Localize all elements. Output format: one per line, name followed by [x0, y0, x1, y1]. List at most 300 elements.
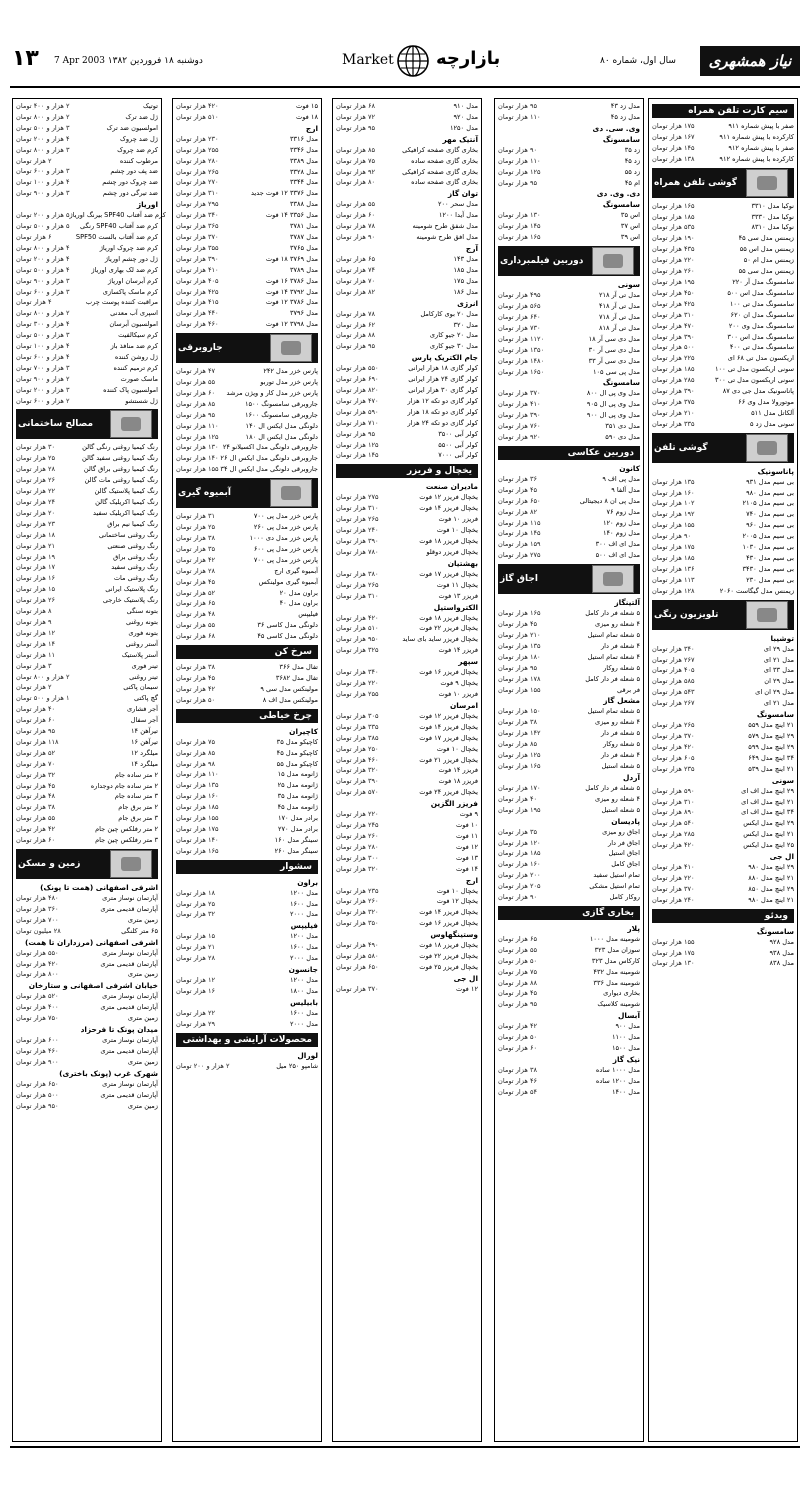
product-name: زیمنس مدل گیگاست ۲۰۶۰	[719, 586, 794, 595]
price-value: ۲۱۰ هزار تومان	[652, 408, 695, 417]
price-row	[176, 846, 318, 857]
price-row	[336, 962, 478, 973]
price-value: ۶۹۰ هزار تومان	[336, 375, 379, 384]
product-name: پارس خزر مدل ۲۴۲	[263, 367, 318, 376]
product-name: ۲۱ اینچ مدل ۹۸۰	[748, 895, 794, 904]
price-value: ۵۱۰ هزار تومان	[336, 624, 379, 633]
section-heading	[336, 464, 478, 478]
product-name: ۵ شعله فر دار کامل	[585, 674, 640, 683]
product-name: ۱۱ فوت	[456, 831, 478, 840]
price-value: ۹۵ هزار تومان	[176, 410, 216, 419]
price-row	[176, 410, 318, 421]
product-name: دلونگی مدل ایکس ال ۱۴۰	[245, 421, 318, 430]
product-name: جاروبرقی سامسونگ ۱۶۰۰	[244, 410, 318, 419]
price-row	[16, 969, 158, 980]
product-name: مدل ۳۳۱۶	[289, 134, 318, 143]
product-name: مدل ۱۶۰۰	[289, 899, 318, 908]
product-name: فر برقی	[616, 685, 640, 694]
price-value: ۷۵ هزار تومان	[176, 737, 216, 746]
price-value: ۳۹۰ هزار تومان	[652, 387, 695, 396]
price-value: ۱۵۹ هزار تومان	[498, 540, 541, 549]
brand-subheading: آبسال	[617, 1011, 640, 1021]
price-row	[16, 584, 158, 595]
column-1	[648, 98, 798, 1442]
price-value: ۶۰ هزار تومان	[16, 836, 56, 845]
product-name: مدل زوم ۷۶	[606, 507, 640, 516]
price-row	[16, 672, 158, 683]
product-name: رنگ روغنی مات	[113, 574, 158, 583]
price-value: ۱۱۵ هزار تومان	[498, 518, 541, 527]
price-row	[16, 363, 158, 374]
price-value: ۵۵۰ هزار تومان	[336, 364, 379, 373]
price-row	[652, 342, 794, 353]
price-row	[16, 1101, 158, 1112]
price-value: ۹۵ هزار تومان	[16, 727, 56, 736]
product-name: آپارتمان قدیمی متری	[100, 904, 158, 913]
price-row	[336, 853, 478, 864]
price-value: ۱۴۲ هزار تومان	[498, 729, 541, 738]
product-name: رنگ کیمیا پلاستیک گالن	[94, 487, 158, 496]
product-name: نوکیا مدل ۸۳۱۰	[751, 223, 794, 232]
price-value: ۵ هزار و ۲۰۰ تومان	[16, 211, 70, 220]
product-name: مدل ۳۷۶۹ ۱۸ فوت	[265, 254, 318, 263]
price-value: ۴۵ هزار تومان	[176, 673, 216, 682]
product-name: برادر مدل ۲۷۰	[277, 824, 318, 833]
section-heading	[498, 446, 640, 460]
product-name: ۲۹ اینچ مدل ایکس	[743, 819, 794, 828]
price-row	[498, 805, 640, 816]
price-row	[16, 904, 158, 915]
product-name: مدل ۹۲۸	[769, 937, 794, 946]
column-5	[12, 98, 166, 1442]
price-value: ۸۸ هزار تومان	[336, 331, 376, 340]
product-name: زد ۳۵	[624, 145, 640, 154]
product-name: سینگر مدل ۲۶۰	[274, 846, 318, 855]
price-row	[652, 233, 794, 244]
price-row	[16, 824, 158, 835]
price-value: ۳۷۰ هزار تومان	[652, 731, 695, 740]
price-row	[176, 769, 318, 780]
price-value: ۵۴۳ هزار تومان	[652, 688, 695, 697]
product-name: یخچال فریزر ۲۴ فوت	[419, 788, 478, 797]
product-name: مدل دی سی آر ۳۳	[588, 356, 640, 365]
price-value: ۲۶۰ هزار تومان	[336, 897, 379, 906]
price-value: ۹۵ هزار تومان	[336, 429, 376, 438]
price-value: ۸۲ هزار تومان	[336, 287, 376, 296]
price-row	[652, 222, 794, 233]
price-value: ۶۵ هزار تومان	[498, 934, 538, 943]
product-name: دلونگی مدل ایکس ال ۱۸۰	[245, 432, 318, 441]
price-value: ۲۹۵ هزار تومان	[176, 200, 219, 209]
price-value: ۴۵ هزار تومان	[176, 577, 216, 586]
price-value: ۳۳۵ هزار تومان	[652, 419, 695, 428]
product-name: مدل ۳۷۹۸ ۱۲ فوت	[265, 320, 318, 329]
price-row	[652, 575, 794, 586]
price-value: ۶۰ هزار تومان	[336, 211, 376, 220]
brand-subheading: توشیبا	[770, 633, 794, 643]
price-value: ۲۱۰ هزار تومان	[498, 631, 541, 639]
price-columns	[12, 98, 798, 1442]
price-value: ۳ هزار و ۹۰۰ تومان	[16, 276, 70, 285]
section-heading-label: بخاری گازی	[582, 907, 634, 918]
price-value: ۱۶۰ هزار تومان	[176, 792, 219, 801]
price-row	[176, 377, 318, 388]
price-value: ۵۵ هزار تومان	[336, 200, 376, 209]
price-row	[176, 421, 318, 432]
price-value: ۱۱۰ هزار تومان	[176, 770, 219, 779]
section-heading	[498, 564, 640, 594]
product-name: مدل ۱۲۵۰	[449, 123, 478, 132]
product-name: مدل ۲۰ بوی کارکامل	[420, 309, 478, 318]
price-row	[16, 287, 158, 298]
brand-subheading: مشعل گاز	[603, 696, 640, 706]
product-name: آجر سفال	[130, 716, 158, 725]
price-value: ۱۰۲ هزار تومان	[652, 499, 695, 508]
price-row	[176, 297, 318, 308]
price-row	[16, 617, 158, 628]
price-row	[652, 553, 794, 564]
product-name: مدل ۸۳۸	[769, 959, 794, 968]
brand-subheading: امرسان	[449, 700, 478, 710]
price-row	[176, 112, 318, 123]
product-name: مدل ۱۲۰۰	[289, 976, 318, 985]
price-value: ۶۰ هزار تومان	[498, 1044, 538, 1053]
product-name: رنگ روغنی سفید	[111, 563, 158, 572]
column-4	[172, 98, 322, 1442]
price-value: ۳۸ هزار تومان	[176, 663, 216, 672]
price-row	[652, 408, 794, 419]
price-value: ۱۶ هزار تومان	[176, 987, 216, 995]
price-value: ۱۹ هزار تومان	[16, 552, 56, 561]
price-row	[336, 984, 478, 995]
price-row	[176, 631, 318, 642]
price-row	[16, 813, 158, 824]
brand-subheading: سونی	[617, 280, 640, 290]
price-value: ۵۲۰ هزار تومان	[16, 992, 59, 1001]
product-name: ماسک صورت	[120, 374, 158, 383]
product-name: مدل ۱۵۰۰	[611, 1044, 640, 1053]
product-name: ۵ شعله استیل	[601, 761, 640, 770]
price-value: ۲۴۰ هزار تومان	[652, 895, 695, 904]
price-value: ۱۵۵ هزار تومان	[652, 521, 695, 530]
price-value: ۳۹۰ هزار تومان	[336, 777, 379, 786]
price-row	[498, 167, 640, 178]
price-row	[652, 948, 794, 959]
product-name: مدل پی اف ۹	[602, 474, 640, 483]
product-name: برادر مدل ۱۷۰	[277, 814, 318, 823]
price-value: ۳۰ هزار تومان	[16, 443, 56, 452]
price-value: ۸۵ هزار تومان	[498, 740, 538, 749]
brand-subheading: فیلیپس	[290, 921, 318, 931]
price-value: ۳۱۰ هزار تومان	[176, 189, 219, 198]
section-heading	[176, 1033, 318, 1047]
price-row	[498, 750, 640, 761]
price-value: ۶۸ هزار تومان	[336, 102, 376, 110]
price-row	[336, 492, 478, 503]
price-row	[336, 591, 478, 602]
price-value: ۵۵ هزار تومان	[176, 378, 216, 387]
product-name: مدل وی پی ال ۸۰۰	[586, 389, 640, 398]
price-row	[498, 518, 640, 529]
price-value: ۱۱ هزار تومان	[16, 650, 56, 659]
price-value: ۸۹۰ هزار تومان	[652, 808, 695, 817]
product-name: مدل ۳۳۸۸	[289, 200, 318, 209]
price-row	[652, 277, 794, 288]
product-name: ۴ شعله فر دار	[600, 751, 640, 760]
price-value: ۴۲ هزار تومان	[176, 684, 216, 693]
price-value: ۵۵۰ هزار تومان	[16, 948, 59, 957]
price-row	[652, 520, 794, 531]
product-name: آلکاتل مدل ۵۱۱	[751, 408, 794, 417]
price-row	[652, 143, 794, 154]
product-name: رنگ کیمیا روغنی براق گالن	[83, 465, 158, 474]
price-value: ۱۸۵ هزار تومان	[652, 365, 695, 374]
price-row	[498, 345, 640, 356]
brand-subheading: کاچیران	[289, 726, 318, 736]
price-row	[336, 385, 478, 396]
section-heading	[176, 478, 318, 508]
price-row	[176, 199, 318, 210]
price-row	[336, 145, 478, 156]
price-row	[16, 802, 158, 813]
section-heading	[176, 645, 318, 659]
price-row	[176, 577, 318, 588]
price-value: ۶۵ هزار تومان	[336, 254, 376, 263]
price-row	[176, 942, 318, 953]
product-name: مدل دی سی آر ۳۰	[588, 345, 640, 354]
product-name: سیمان پاکتی	[123, 683, 158, 692]
price-row	[16, 835, 158, 846]
brand-subheading: سامسونگ	[602, 200, 640, 210]
price-row	[336, 210, 478, 221]
product-name: تینر روغنی	[129, 672, 158, 681]
price-value: ۴ هزار و ۲۰۰ تومان	[16, 134, 70, 143]
price-value: ۵۵ هزار تومان	[498, 945, 538, 954]
price-row	[16, 1013, 158, 1024]
product-name: ۵ شعله تمام استیل	[587, 631, 640, 639]
price-row	[176, 684, 318, 695]
price-value: ۴ هزار و ۶۰۰ تومان	[16, 352, 70, 361]
price-row	[498, 388, 640, 399]
product-name: یخچال فریزر دوقلو	[426, 547, 478, 556]
price-value: ۴۵ هزار تومان	[498, 485, 538, 494]
product-name: تفال مدل ۳۶۶	[279, 663, 318, 672]
brand-subheading: خیابان اشرفی اصفهانی و ستارخان	[28, 981, 158, 991]
product-name: کرم ضد آفتاب SPF40 رنگی	[79, 222, 158, 231]
product-name: سامسونگ مدل تی ۴۰۰	[729, 343, 794, 352]
price-row	[16, 221, 158, 232]
brand-subheading: کانون	[619, 463, 640, 473]
price-row	[16, 297, 158, 308]
price-value: ۱۴۵ هزار تومان	[498, 529, 541, 538]
price-value: ۴۸ هزار تومان	[176, 610, 216, 619]
price-value: ۵۴۰ هزار تومان	[652, 819, 695, 828]
product-name: مدل ۱۸۶	[453, 287, 478, 296]
price-value: ۳۲۵ هزار تومان	[336, 646, 379, 655]
price-row	[176, 522, 318, 533]
price-value: ۱۸۵ هزار تومان	[652, 554, 695, 562]
price-row	[498, 892, 640, 903]
price-value: ۱۷۵ هزار تومان	[652, 122, 695, 130]
price-row	[16, 319, 158, 330]
product-name: مدل ۱۱۰۰	[611, 1033, 640, 1042]
product-name: مدل ای اف ۵۰۰	[595, 551, 640, 560]
price-row	[176, 399, 318, 410]
price-row	[336, 831, 478, 842]
price-row	[498, 783, 640, 794]
price-value: ۷۳۰ هزار تومان	[498, 323, 541, 332]
product-name: براون مدل ۲۰	[279, 588, 318, 597]
product-name: مدل دی ۳۵۱	[605, 422, 640, 431]
product-name: آپارتمان قدیمی متری	[100, 1090, 158, 1099]
product-name: رنگ کیمیا اکریلیک گالن	[95, 498, 158, 506]
price-row	[652, 212, 794, 223]
price-value: ۶۰ هزار تومان	[16, 716, 56, 725]
price-row	[176, 662, 318, 673]
price-value: ۵ هزار و ۵۰۰ تومان	[16, 222, 70, 231]
price-row	[652, 353, 794, 364]
price-value: ۲۲ هزار تومان	[176, 1008, 216, 1017]
product-name: پارس خزر مدل پی ۷۰۰	[253, 555, 318, 564]
price-row	[336, 613, 478, 624]
price-row	[336, 678, 478, 689]
product-name: موتورولا مدل وی ۶۶	[738, 397, 794, 406]
product-name: زمین متری	[127, 1014, 158, 1023]
price-row	[498, 1043, 640, 1054]
price-value: ۶۲ هزار تومان	[336, 320, 376, 329]
price-value: ۳۷۵ هزار تومان	[652, 397, 695, 406]
price-value: ۲۸ هزار تومان	[16, 465, 56, 474]
price-row	[16, 1090, 158, 1101]
price-value: ۲۵۵ هزار تومان	[176, 145, 219, 154]
price-row	[498, 421, 640, 432]
product-name: سامسونگ مدل اس ۳۰۰	[727, 332, 794, 341]
product-name: مدل ۳۳۴۶	[289, 145, 318, 154]
product-name: تمام استیل مشکی	[589, 882, 640, 891]
brand-subheading: بابیلیس	[290, 997, 318, 1007]
product-name: زد ۵۵	[624, 167, 640, 176]
price-value: ۲۲۰ هزار تومان	[652, 256, 695, 265]
product-name: رنگ پلاستیک خارجی	[102, 596, 158, 605]
section-heading-label: جاروبرقی	[178, 343, 223, 354]
product-name: ژل دور چشم اوریاژ	[104, 254, 158, 263]
price-row	[336, 667, 478, 678]
price-row	[336, 265, 478, 276]
product-name: ضد پف دور چشم	[110, 167, 158, 176]
price-value: ۶۵۰ هزار تومان	[336, 963, 379, 971]
product-name: کارکرده با پیش شماره ۹۱۲	[719, 154, 794, 163]
price-row	[498, 848, 640, 859]
product-name: کاچیکو مدل ۳۵	[276, 737, 318, 746]
price-value: ۳ هزار و ۵۰۰ تومان	[16, 123, 70, 132]
price-row	[336, 809, 478, 820]
price-row	[336, 765, 478, 776]
price-row	[176, 134, 318, 145]
price-value: ۲۱ هزار تومان	[16, 541, 56, 550]
price-row	[652, 895, 794, 906]
product-name: ۱۵ فوت	[296, 102, 318, 110]
price-value: ۲۵۰ هزار تومان	[336, 744, 379, 753]
price-value: ۱۲۰ هزار تومان	[498, 838, 541, 847]
price-row	[336, 623, 478, 634]
brand-subheading: نیک گاز	[612, 1055, 640, 1064]
product-name: فریزر ۱۸ فوت	[438, 777, 478, 786]
price-value: ۹۵۰ هزار تومان	[336, 635, 379, 644]
product-name: مدل ۳۷۹۶	[289, 309, 318, 318]
price-value: ۲ هزار تومان	[16, 156, 52, 165]
price-row	[652, 498, 794, 509]
price-row	[16, 442, 158, 453]
product-name: ۲۹ اینچ مدل ۹۸۰	[748, 863, 794, 872]
price-row	[652, 154, 794, 165]
product-name: ۵ شعله فر دار کامل	[585, 783, 640, 792]
price-row	[176, 909, 318, 920]
product-name: ۵ شعله فر دار کامل	[585, 609, 640, 618]
product-name: مدل ۳۳۸۹	[289, 156, 318, 165]
product-name: مدل ۲۱ ای	[763, 655, 794, 664]
price-value: ۷۸ هزار تومان	[336, 309, 376, 318]
price-row	[16, 330, 158, 341]
brand-subheading: پادیسان	[611, 816, 640, 826]
price-row	[498, 1021, 640, 1032]
price-value: ۱۲ هزار تومان	[176, 976, 216, 985]
price-value: ۹۵ هزار تومان	[498, 102, 538, 110]
product-name: بخاری گازی صفحه کرافیکی	[402, 167, 478, 176]
product-name: تمام استیل سفید	[593, 871, 640, 880]
price-value: ۱۹۰ هزار تومان	[652, 234, 695, 243]
price-row	[498, 641, 640, 652]
price-row	[652, 958, 794, 969]
product-name: سامسونگ مدل تی ۱۰۰	[729, 299, 794, 308]
price-row	[16, 1046, 158, 1057]
product-name: کولر گازی دو تکه ۱۸ هزار	[407, 407, 478, 416]
product-name: مدل ۱۲۰۰	[289, 932, 318, 941]
price-value: ۱۷۸ هزار تومان	[498, 674, 541, 683]
price-value: ۲ هزار و ۸۰۰ تومان	[16, 309, 70, 318]
product-name: کرم ضد منافذ باز	[110, 342, 158, 351]
section-title-english: Market	[342, 52, 394, 68]
price-value: ۱۱۰ هزار تومان	[176, 421, 219, 430]
price-row	[16, 156, 158, 167]
price-value: ۱۵۵ هزار تومان	[176, 465, 219, 474]
section-heading	[16, 849, 158, 879]
product-name: مدل ۳۳۴۴	[289, 178, 318, 187]
price-row	[652, 840, 794, 851]
product-name: ضد تیرگی دور چشم	[102, 189, 158, 198]
price-row	[336, 525, 478, 536]
price-row	[652, 121, 794, 132]
price-value: ۱۴۵ هزار تومان	[336, 451, 379, 460]
product-name: آجر فشاری	[126, 705, 158, 714]
price-value: ۳۵۰ هزار تومان	[336, 919, 379, 928]
product-name: ۴ شعله رو میزی	[595, 620, 640, 629]
price-value: ۱۲۵ هزار تومان	[498, 167, 541, 176]
issue-date: 7 Apr 2003 دوشنبه ۱۸ فروردین ۱۳۸۲	[54, 56, 203, 66]
price-value: ۴۶۰ هزار تومان	[176, 320, 219, 329]
brand-subheading: جام الکتریک پارس	[411, 353, 478, 363]
product-name: ۱۳ فوت	[456, 853, 478, 862]
product-name: سامسونگ مدل آر ۲۲۰	[732, 277, 794, 286]
price-value: ۴۲۰ هزار تومان	[652, 742, 695, 751]
price-value: ۵۸۵ هزار تومان	[652, 677, 695, 686]
price-value: ۲۸ هزار تومان	[176, 566, 216, 575]
product-name: ۲۱ اینچ مدل ۵۳۹	[748, 764, 794, 773]
price-value: ۷۸۰ هزار تومان	[336, 547, 379, 556]
product-name: مرطوب کننده	[119, 156, 158, 165]
price-row	[16, 101, 158, 112]
product-name: ۱۲ فوت	[456, 984, 478, 993]
price-row	[16, 573, 158, 584]
